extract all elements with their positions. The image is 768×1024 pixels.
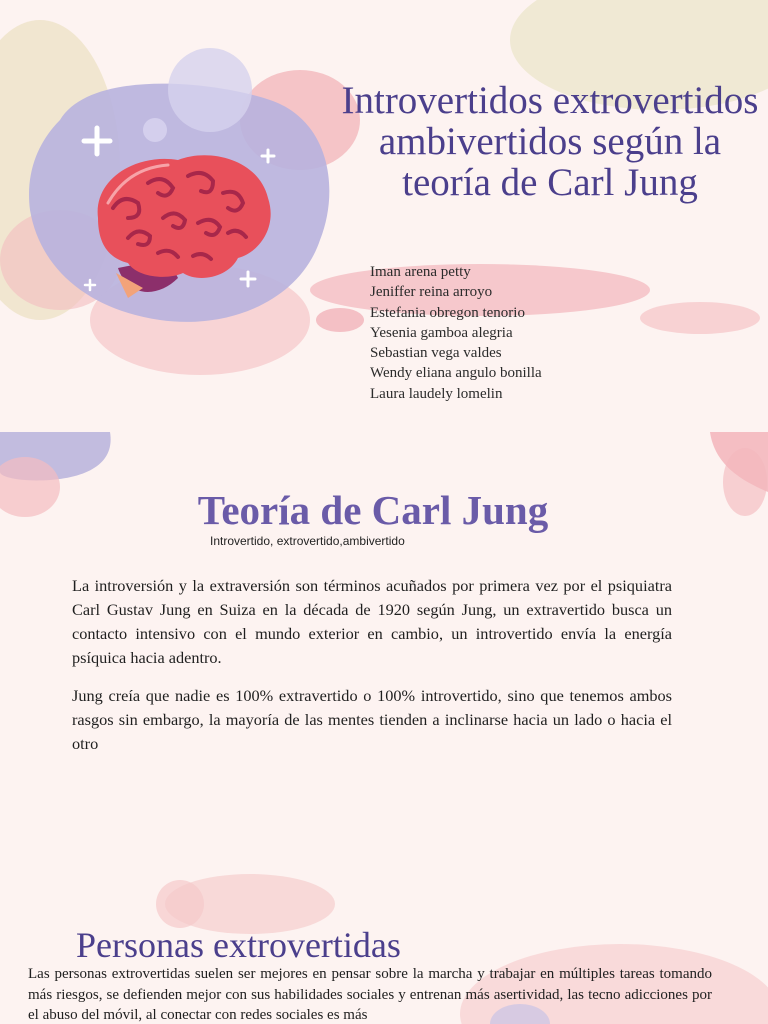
author-name: Iman arena petty (370, 264, 471, 280)
paragraph-extroverts: Las personas extrovertidas suelen ser mejores en pensar sobre la marcha y trabajar en múltiples tareas tomando más riesgos, se defienden mejor con sus habilidades sociales y entrenan más asertividad, las tecno adicciones por el abuso del móvil, al conectar con redes sociales es más (28, 966, 712, 1023)
section-title: Teoría de Carl Jung (197, 487, 549, 533)
presentation-title: Introvertidos extrovertidos ambivertidos según la teoría de Carl Jung (341, 79, 759, 204)
slide-title (0, 0, 768, 432)
author-name: Wendy eliana angulo bonilla (370, 365, 542, 382)
author-name: Yesenia gamboa alegria (370, 324, 513, 341)
author-name: Laura laudely lomelin (370, 385, 503, 402)
section-title: Personas extrovertidas (76, 925, 401, 965)
paragraph-jung: Jung creía que nadie es 100% extravertido o 100% introvertido, sino que tenemos ambos rasgos sin embargo, la mayoría de las mentes tienden a inclinarse hacia un lado o hacia el otro (72, 686, 672, 753)
brain-icon (88, 148, 288, 308)
author-name: Jeniffer reina arroyo (370, 284, 493, 301)
section-subtitle: Introvertido, extrovertido,ambivertido (210, 534, 405, 548)
slide-theory (0, 432, 768, 864)
author-name: Sebastian vega valdes (370, 345, 502, 362)
author-name: Estefania obregon tenorio (370, 304, 525, 321)
author-list (370, 262, 542, 404)
paragraph-intro: La introversión y la extraversión son términos acuñados por primera vez por el psiquiatra Carl Gustav Jung en Suiza en la década de 1920 según Jung, un extravertido busca un contacto intensivo con el mundo exterior en cambio, un introvertido envía la energía psíquica hacia adentro. (72, 576, 672, 667)
slide-extroverts (0, 864, 768, 1024)
